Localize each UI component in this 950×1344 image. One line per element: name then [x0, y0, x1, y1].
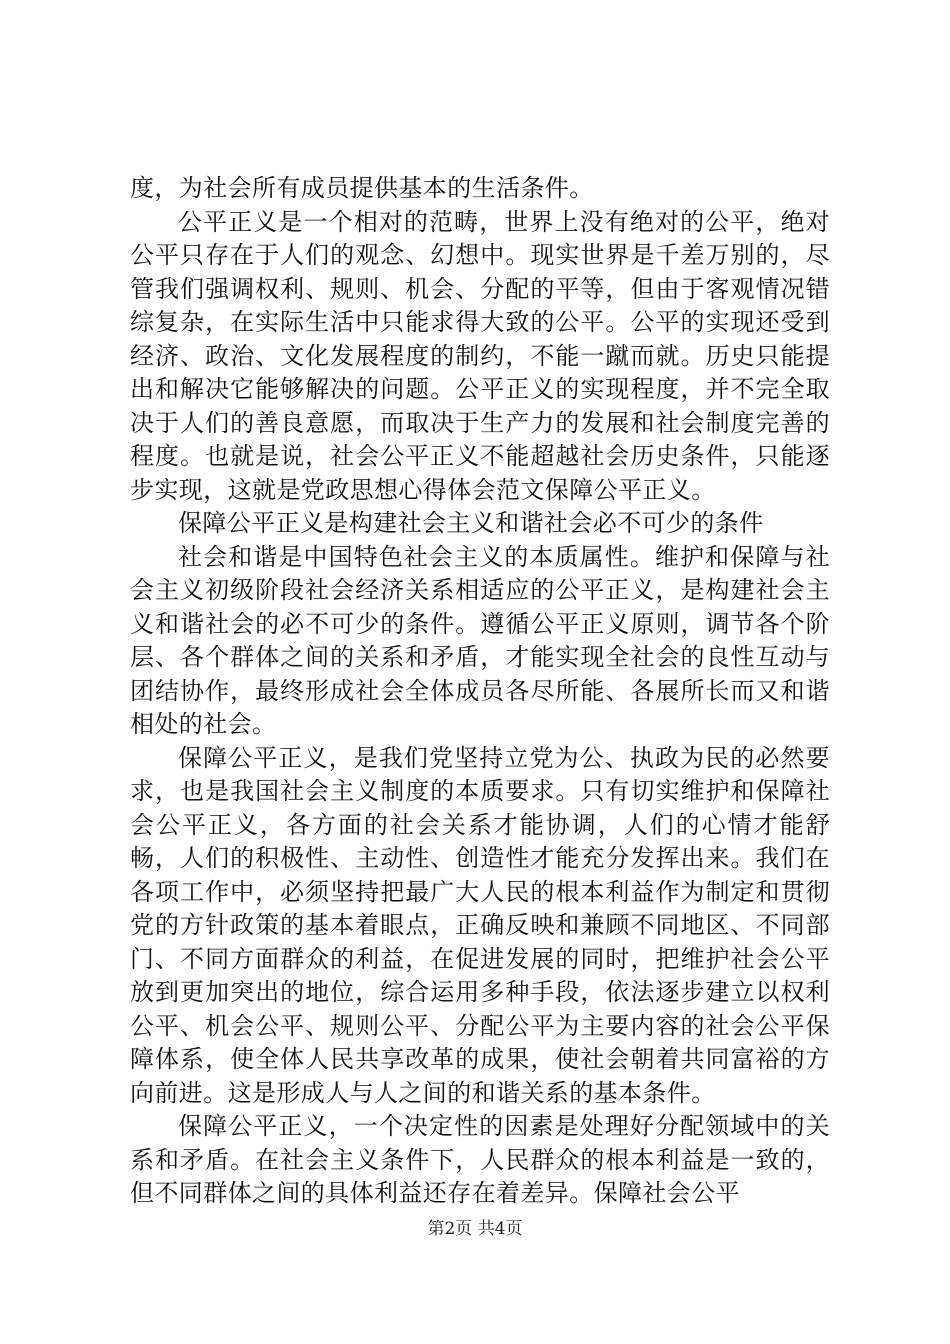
paragraph-distribution: 保障公平正义，一个决定性的因素是处理好分配领域中的关系和矛盾。在社会主义条件下，人民群众的根本利益是一致的，但不同群体之间的具体利益还存在着差异。保障社会公平 [130, 1112, 830, 1207]
document-body [130, 172, 830, 1211]
paragraph-party-requirement: 保障公平正义，是我们党坚持立党为公、执政为民的必然要求，也是我国社会主义制度的本质要求。只有切实维护和保障社会公平正义，各方面的社会关系才能协调，人们的心情才能舒畅，人们的积极性、主动性、创造性才能充分发挥出来。我们在各项工作中，必须坚持把最广大人民的根本利益作为制定和贯彻党的方针政策的基本着眼点，正确反映和兼顾不同地区、不同部门、不同方面群众的利益，在促进发展的同时，把维护社会公平放到更加突出的地位，综合运用多种手段，依法逐步建立以权利公平、机会公平、规则公平、分配公平为主要内容的社会公平保障体系，使全体人民共享改革的成果，使社会朝着共同富裕的方向前进。这是形成人与人之间的和谐关系的基本条件。 [130, 743, 830, 1107]
section-heading: 保障公平正义是构建社会主义和谐社会必不可少的条件 [178, 509, 764, 537]
paragraph-continuation: 度，为社会所有成员提供基本的生活条件。 [130, 174, 594, 202]
page-number-footer: 第2页 共4页 [427, 1219, 523, 1239]
paragraph-relative-fairness: 公平正义是一个相对的范畴，世界上没有绝对的公平，绝对公平只存在于人们的观念、幻想中。现实世界是千差万别的，尽管我们强调权利、规则、机会、分配的平等，但由于客观情况错综复杂，在实际生活中只能求得大致的公平。公平的实现还受到经济、政治、文化发展程度的制约，不能一蹴而就。历史只能提出和解决它能够解决的问题。公平正义的实现程度，并不完全取决于人们的善良意愿，而取决于生产力的发展和社会制度完善的程度。也就是说，社会公平正义不能超越社会历史条件，只能逐步实现，这就是党政思想心得体会范文保障公平正义。 [130, 207, 830, 504]
paragraph-social-harmony: 社会和谐是中国特色社会主义的本质属性。维护和保障与社会主义初级阶段社会经济关系相适应的公平正义，是构建社会主义和谐社会的必不可少的条件。遵循公平正义原则，调节各个阶层、各个群体之间的关系和矛盾，才能实现全社会的良性互动与团结协作，最终形成社会全体成员各尽所能、各展所长而又和谐相处的社会。 [130, 542, 830, 738]
